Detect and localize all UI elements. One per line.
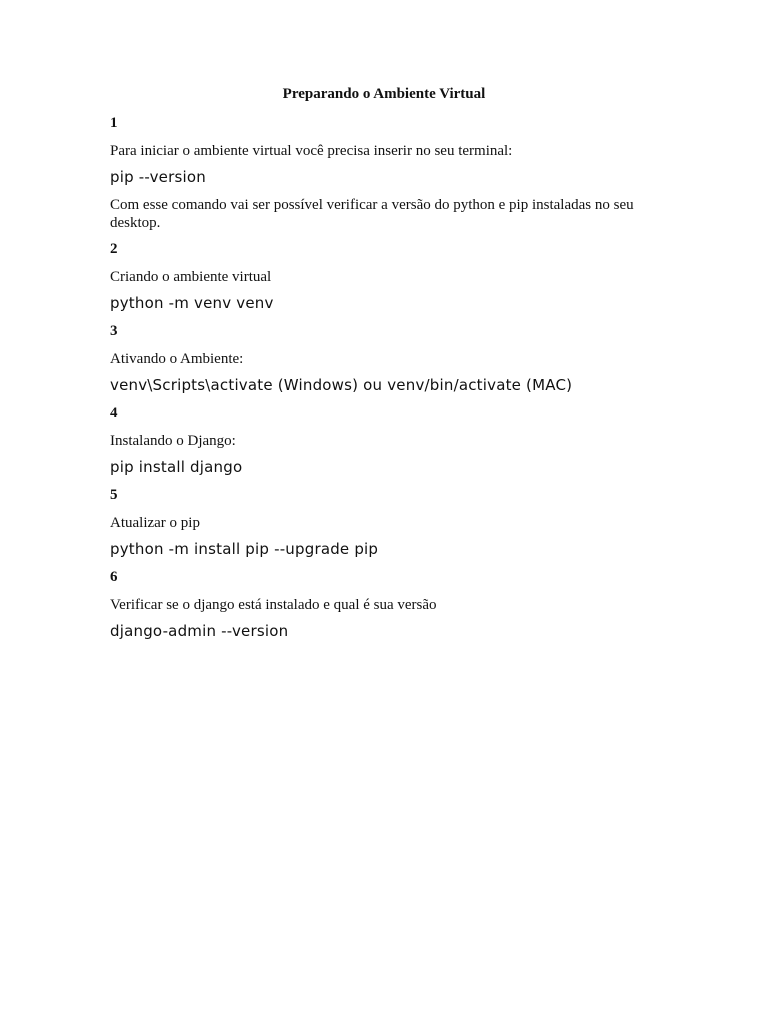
step-command: pip --version [110, 168, 206, 186]
step-number: 4 [110, 405, 118, 421]
step-number: 6 [110, 569, 118, 585]
step-note: Com esse comando vai ser possível verificar a versão do python e pip instaladas no seu desktop. [110, 197, 634, 231]
document-content [110, 85, 658, 650]
step-6 [110, 568, 658, 640]
step-description: Verificar se o django está instalado e qual é sua versão [110, 597, 437, 613]
step-3 [110, 322, 658, 394]
step-description: Instalando o Django: [110, 433, 236, 449]
step-5 [110, 486, 658, 558]
step-command: venv\Scripts\activate (Windows) ou venv/bin/activate (MAC) [110, 376, 573, 394]
step-4 [110, 404, 658, 476]
step-2 [110, 240, 658, 312]
step-number: 3 [110, 323, 118, 339]
step-number: 2 [110, 241, 118, 257]
step-number: 5 [110, 487, 118, 503]
step-1 [110, 114, 658, 232]
step-description: Ativando o Ambiente: [110, 351, 244, 367]
step-description: Atualizar o pip [110, 515, 200, 531]
step-number: 1 [110, 115, 118, 131]
page-title: Preparando o Ambiente Virtual [282, 86, 486, 102]
step-command: pip install django [110, 458, 243, 476]
step-description: Criando o ambiente virtual [110, 269, 272, 285]
step-command: python -m install pip --upgrade pip [110, 540, 379, 558]
step-description: Para iniciar o ambiente virtual você precisa inserir no seu terminal: [110, 143, 513, 159]
step-command: django-admin --version [110, 622, 289, 640]
step-command: python -m venv venv [110, 294, 274, 312]
